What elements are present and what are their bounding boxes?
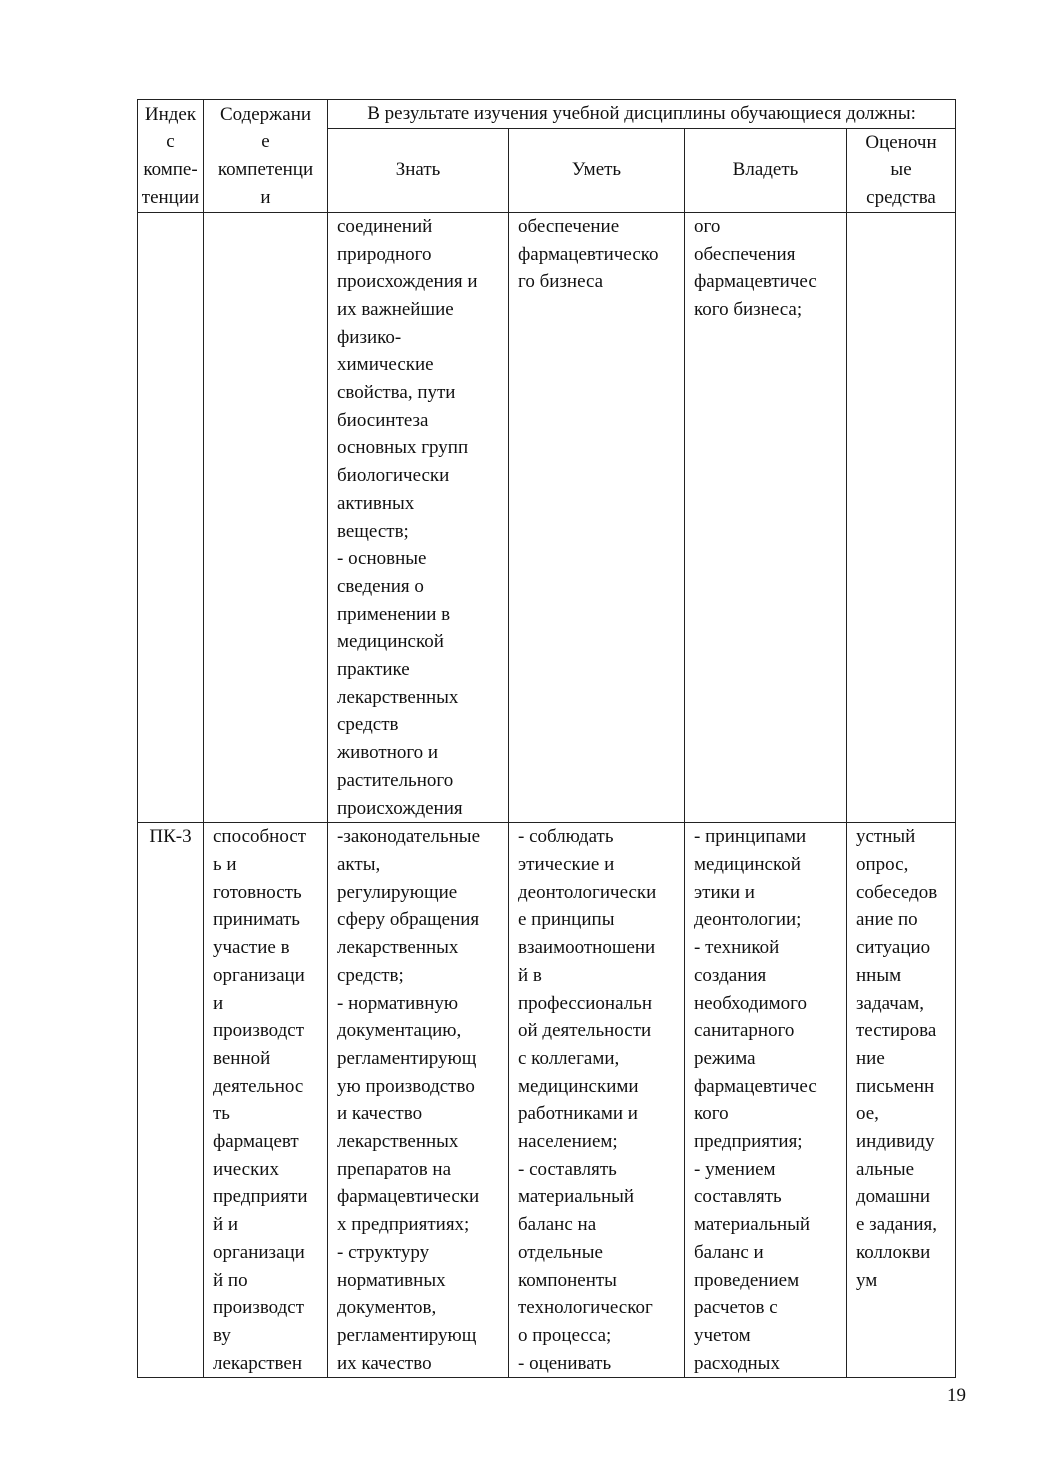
cell-line: деонтологически: [518, 881, 657, 903]
cell-line: ь и: [213, 853, 237, 875]
header-eval: Оценочн ые средства: [847, 128, 956, 212]
cell-line: учетом: [694, 1324, 751, 1346]
cell-line: альные: [856, 1158, 915, 1180]
cell-line: участие в: [213, 937, 290, 959]
cell-line: фармацевтическо: [518, 243, 659, 265]
cell-line: ву: [213, 1324, 231, 1346]
cell-line: принимать: [213, 909, 300, 931]
competence-table: [137, 99, 956, 1378]
cell-line: способност: [213, 826, 307, 848]
cell-line: акты,: [337, 853, 381, 875]
cell-line: сферу обращения: [337, 909, 480, 931]
cell-line: - принципами: [694, 826, 807, 848]
cell-line: средств;: [337, 964, 404, 986]
cell-line: - составлять: [518, 1158, 617, 1180]
cell-line: веществ;: [337, 520, 409, 542]
cell-line: ание по: [856, 909, 918, 931]
cell-line: лекарственных: [337, 686, 459, 708]
cell-eval: [847, 823, 956, 1378]
cell-line: тестирова: [856, 1020, 937, 1042]
cell-know: [328, 212, 509, 822]
cell-line: индивиду: [856, 1131, 935, 1153]
cell-line: организаци: [213, 964, 305, 986]
cell-line: их качество: [337, 1352, 432, 1374]
cell-line: письменн: [856, 1075, 935, 1097]
cell-line: й и: [213, 1214, 239, 1236]
cell-line: необходимого: [694, 992, 807, 1014]
cell-line: фармацевт: [213, 1131, 299, 1153]
cell-line: е принципы: [518, 909, 615, 931]
cell-line: обеспечения: [694, 243, 796, 265]
cell-line: о процесса;: [518, 1324, 612, 1346]
cell-line: фармацевтичес: [694, 1075, 817, 1097]
cell-line: ть: [213, 1103, 230, 1125]
cell-line: баланс на: [518, 1214, 597, 1236]
cell-line: документацию,: [337, 1020, 462, 1042]
cell-line: деятельнос: [213, 1075, 304, 1097]
cell-line: профессиональн: [518, 992, 653, 1014]
cell-line: расчетов с: [694, 1297, 778, 1319]
cell-line: -законодательные: [337, 826, 481, 848]
cell-line: предприяти: [213, 1186, 308, 1208]
cell-line: регулирующие: [337, 881, 458, 903]
cell-line: регламентирующ: [337, 1324, 477, 1346]
cell-line: взаимоотношени: [518, 937, 656, 959]
cell-line: нным: [856, 964, 902, 986]
cell-line: нормативных: [337, 1269, 446, 1291]
cell-own: [685, 823, 847, 1378]
cell-line: е задания,: [856, 1214, 938, 1236]
cell-line: задачам,: [856, 992, 925, 1014]
cell-line: кого: [694, 1103, 729, 1125]
header-results: В результате изучения учебной дисциплины обучающиеся должны:: [328, 100, 956, 129]
cell-eval: [847, 212, 956, 822]
cell-line: ум: [856, 1269, 878, 1291]
cell-line: - соблюдать: [518, 826, 614, 848]
cell-line: фармацевтичес: [694, 271, 817, 293]
cell-line: ситуацио: [856, 937, 931, 959]
cell-line: с коллегами,: [518, 1047, 620, 1069]
cell-line: - основные: [337, 548, 427, 570]
cell-line: лекарственных: [337, 1131, 459, 1153]
cell-line: - структуру: [337, 1241, 430, 1263]
cell-line: ических: [213, 1158, 279, 1180]
cell-line: расходных: [694, 1352, 780, 1374]
cell-line: - техникой: [694, 937, 780, 959]
header-know: Знать: [328, 128, 509, 212]
cell-line: биологически: [337, 465, 450, 487]
cell-content: [204, 823, 328, 1378]
cell-line: документов,: [337, 1297, 437, 1319]
table-row: [138, 823, 956, 1378]
cell-line: компоненты: [518, 1269, 617, 1291]
cell-line: создания: [694, 964, 767, 986]
cell-line: производст: [213, 1020, 305, 1042]
cell-line: лекарственных: [337, 937, 459, 959]
cell-line: режима: [694, 1047, 756, 1069]
cell-line: материальный: [694, 1214, 811, 1236]
cell-line: происхождения и: [337, 271, 478, 293]
cell-index: ПК-3: [138, 823, 204, 1378]
header-index: Индек с компе- тенции: [138, 100, 204, 213]
cell-line: готовность: [213, 881, 302, 903]
cell-line: физико-: [337, 326, 402, 348]
header-able: Уметь: [509, 128, 685, 212]
cell-line: населением;: [518, 1131, 618, 1153]
cell-line: ую производство: [337, 1075, 475, 1097]
cell-line: проведением: [694, 1269, 800, 1291]
cell-line: практике: [337, 659, 410, 681]
cell-line: ой деятельности: [518, 1020, 652, 1042]
cell-line: медицинскими: [518, 1075, 639, 1097]
cell-line: животного и: [337, 742, 439, 764]
cell-line: организаци: [213, 1241, 305, 1263]
cell-line: предприятия;: [694, 1131, 803, 1153]
cell-know: [328, 823, 509, 1378]
page-number: 19: [947, 1385, 966, 1406]
cell-line: химические: [337, 354, 434, 376]
cell-line: их важнейшие: [337, 298, 454, 320]
cell-line: природного: [337, 243, 432, 265]
cell-line: сведения о: [337, 575, 424, 597]
cell-content: [204, 212, 328, 822]
cell-line: фармацевтически: [337, 1186, 480, 1208]
cell-line: опрос,: [856, 853, 909, 875]
cell-line: - оценивать: [518, 1352, 612, 1374]
cell-line: устный: [856, 826, 916, 848]
cell-line: х предприятиях;: [337, 1214, 470, 1236]
cell-able: [509, 823, 685, 1378]
cell-line: домашни: [856, 1186, 931, 1208]
cell-line: применении в: [337, 603, 451, 625]
cell-line: материальный: [518, 1186, 635, 1208]
cell-line: баланс и: [694, 1241, 764, 1263]
cell-line: технологическог: [518, 1297, 653, 1319]
cell-line: медицинской: [337, 631, 444, 653]
cell-line: обеспечение: [518, 215, 620, 237]
cell-line: й в: [518, 964, 542, 986]
cell-own: [685, 212, 847, 822]
table-row: [138, 212, 956, 822]
cell-line: растительного: [337, 769, 454, 791]
cell-line: й по: [213, 1269, 248, 1291]
cell-line: медицинской: [694, 853, 801, 875]
header-row-main: [138, 100, 956, 129]
cell-line: и качество: [337, 1103, 423, 1125]
cell-line: коллокви: [856, 1241, 931, 1263]
cell-able: [509, 212, 685, 822]
cell-line: - умением: [694, 1158, 776, 1180]
cell-line: средств: [337, 714, 399, 736]
cell-line: кого бизнеса;: [694, 298, 803, 320]
cell-line: собеседов: [856, 881, 938, 903]
cell-line: активных: [337, 492, 415, 514]
cell-line: этики и: [694, 881, 755, 903]
cell-line: ое,: [856, 1103, 879, 1125]
cell-line: деонтологии;: [694, 909, 802, 931]
header-own: Владеть: [685, 128, 847, 212]
cell-line: ого: [694, 215, 721, 237]
cell-line: отдельные: [518, 1241, 603, 1263]
cell-line: регламентирующ: [337, 1047, 477, 1069]
cell-line: венной: [213, 1047, 271, 1069]
cell-line: работниками и: [518, 1103, 638, 1125]
cell-line: лекарствен: [213, 1352, 302, 1374]
cell-line: ние: [856, 1047, 885, 1069]
cell-line: происхождения: [337, 797, 463, 819]
cell-line: соединений: [337, 215, 433, 237]
cell-line: свойства, пути: [337, 382, 456, 404]
cell-line: производст: [213, 1297, 305, 1319]
cell-line: и: [213, 992, 224, 1014]
cell-line: этические и: [518, 853, 615, 875]
header-content: Содержани е компетенци и: [204, 100, 328, 213]
cell-line: санитарного: [694, 1020, 795, 1042]
cell-line: препаратов на: [337, 1158, 452, 1180]
cell-line: основных групп: [337, 437, 469, 459]
cell-line: - нормативную: [337, 992, 459, 1014]
cell-line: биосинтеза: [337, 409, 429, 431]
cell-index: [138, 212, 204, 822]
cell-line: составлять: [694, 1186, 782, 1208]
cell-line: го бизнеса: [518, 271, 604, 293]
